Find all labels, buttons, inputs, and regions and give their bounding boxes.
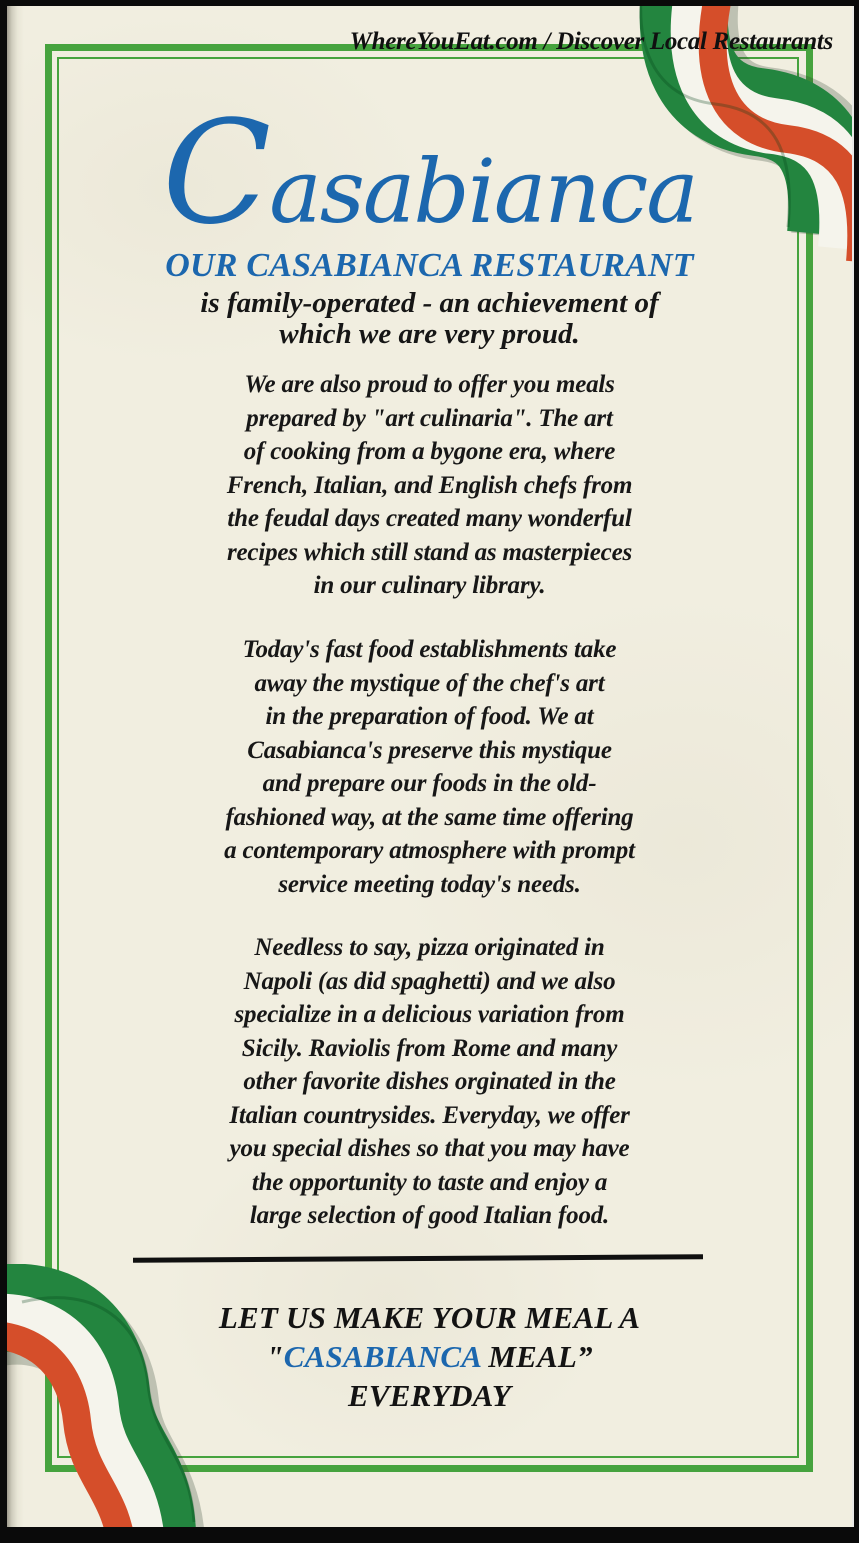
italian-food-paragraph [67, 931, 792, 1233]
paragraph-line: fashioned way, at the same time offering [225, 803, 634, 831]
subtitle-line-1: is family-operated - an achievement of [200, 287, 659, 319]
menu-paper [7, 6, 854, 1527]
subtitle-line-2: which we are very proud. [279, 318, 580, 350]
page-title: OUR CASABIANCA RESTAURANT [165, 247, 694, 284]
paragraph-line: service meeting today's needs. [278, 870, 581, 898]
paragraph-line: Italian countrysides. Everyday, we offer [229, 1101, 630, 1129]
paragraph-line: in our culinary library. [313, 572, 546, 599]
paragraph-line: Napoli (as did spaghetti) and we also [243, 967, 616, 995]
paragraph-line: you special dishes so that you may have [229, 1135, 630, 1162]
paragraph-line: a contemporary atmosphere with prompt [224, 837, 635, 864]
footer-line-1: LET US MAKE YOUR MEAL A [218, 1300, 641, 1335]
paragraph-line: the opportunity to taste and enjoy a [251, 1168, 608, 1196]
paragraph-line: other favorite dishes orginated in the [243, 1068, 616, 1095]
paragraph-line: recipes which still stand as masterpieces [227, 538, 632, 566]
footer-open-quote: " [266, 1339, 284, 1374]
paragraph-line: French, Italian, and English chefs from [226, 471, 633, 499]
intro-paragraph [67, 368, 792, 603]
footer-slogan [67, 1298, 792, 1415]
paragraph-line: Today's fast food establishments take [242, 636, 617, 663]
paragraph-line: away the mystique of the chef's art [254, 669, 605, 697]
restaurant-logo-script: Casabianca [162, 90, 697, 256]
watermark-text: WhereYouEat.com / Discover Local Restaurants [349, 28, 833, 55]
paragraph-line: large selection of good Italian food. [249, 1202, 610, 1229]
paragraph-line: specialize in a delicious variation from [234, 1001, 625, 1028]
paragraph-line: of cooking from a bygone era, where [243, 438, 616, 465]
paragraph-line: Sicily. Raviolis from Rome and many [241, 1034, 618, 1062]
mystique-paragraph [67, 633, 792, 901]
footer-line-2 [67, 1337, 792, 1376]
paragraph-line: the feudal days created many wonderful [227, 505, 632, 532]
paragraph-line: Needless to say, pizza originated in [254, 934, 605, 961]
footer-after-brand: MEAL” [480, 1339, 593, 1374]
paragraph-line: and prepare our foods in the old- [262, 770, 597, 797]
paragraph-line: Casabianca's preserve this mystique [247, 736, 612, 764]
torn-paper-edge [7, 6, 24, 1527]
paragraph-line: We are also proud to offer you meals [244, 371, 615, 398]
footer-brand-name: CASABIANCA [283, 1339, 481, 1374]
paragraph-line: in the preparation of food. We at [265, 703, 594, 730]
paragraph-line: prepared by "art culinaria". The art [246, 404, 613, 432]
footer-line-3: EVERYDAY [348, 1378, 511, 1413]
subtitle [67, 288, 792, 350]
